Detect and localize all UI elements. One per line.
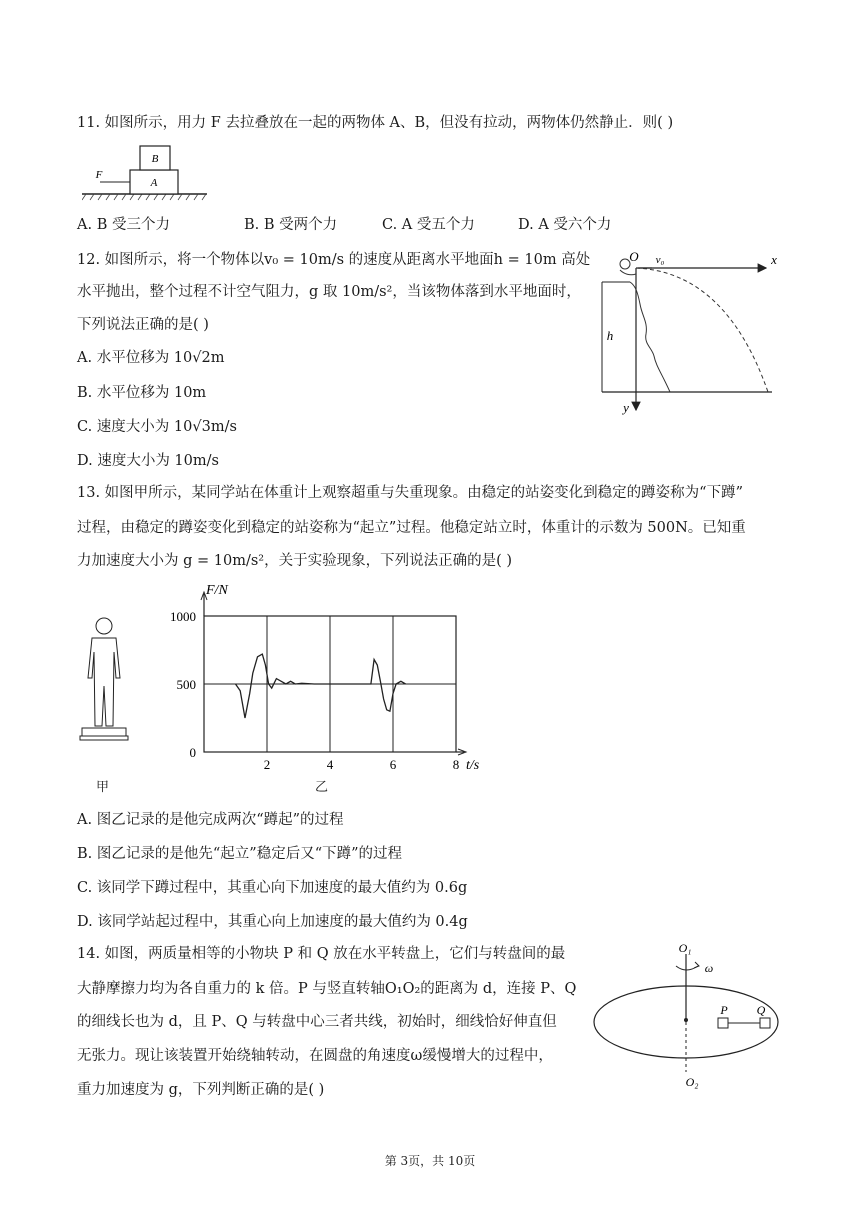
- q11-label-b: B: [151, 153, 159, 165]
- q12-line-3: 下列说法正确的是( ): [77, 317, 209, 333]
- q11-figure: [82, 142, 212, 204]
- q12-label-x: x: [771, 252, 777, 267]
- q11-option-c: C. A 受五个力: [382, 217, 475, 233]
- q13-option-c: C. 该同学下蹲过程中，其重心向下加速度的最大值约为 0.6g: [77, 880, 468, 896]
- chart-x-tick-label: 2: [263, 757, 271, 772]
- q11-option-b: B. B 受两个力: [244, 217, 338, 233]
- q11-label-a: A: [150, 177, 158, 189]
- q11-label-f: F: [95, 169, 103, 181]
- q14-line-3: 的细线长也为 d，且 P、Q 与转盘中心三者共线，初始时，细线恰好伸直但: [77, 1014, 557, 1030]
- chart-y-tick-label: 1000: [170, 609, 196, 624]
- q14-label-p: P: [720, 1003, 728, 1017]
- q13-option-b: B. 图乙记录的是他先“起立”稳定后又“下蹲”的过程: [77, 846, 403, 862]
- q13-chart: [156, 578, 496, 772]
- q12-label-h: h: [606, 328, 614, 343]
- q13-line-3: 力加速度大小为 g = 10m/s²，关于实验现象，下列说法正确的是( ): [77, 553, 513, 569]
- chart-x-tick-label: 4: [326, 757, 334, 772]
- q12-label-y: y: [623, 400, 629, 415]
- q14-label-q: Q: [756, 1003, 766, 1017]
- q14-label-o1: O₁: [678, 941, 692, 955]
- q11-option-a: A. B 受三个力: [77, 217, 170, 233]
- q14-label-o2: O₂: [685, 1075, 699, 1089]
- q13-line-1: 13. 如图甲所示，某同学站在体重计上观察超重与失重现象。由稳定的站姿变化到稳定的蹲姿称为“下蹲”: [77, 485, 743, 501]
- chart-x-tick-label: 6: [389, 757, 397, 772]
- chart-y-tick-label: 0: [189, 745, 196, 760]
- q12-figure: [596, 244, 786, 416]
- chart-xlabel: t/s: [466, 758, 480, 772]
- chart-y-tick-label: 500: [176, 677, 196, 692]
- q11-option-d: D. A 受六个力: [518, 217, 612, 233]
- q13-option-a: A. 图乙记录的是他完成两次“蹲起”的过程: [77, 812, 344, 828]
- q12-label-v0: v₀: [655, 254, 665, 266]
- q13-label-jia: 甲: [96, 780, 110, 795]
- q14-figure: [588, 940, 788, 1090]
- q14-line-2: 大静摩擦力均为各自重力的 k 倍。P 与竖直转轴O₁O₂的距离为 d，连接 P、Q: [77, 981, 577, 997]
- chart-grid: [201, 592, 466, 755]
- q13-label-yi: 乙: [315, 780, 329, 795]
- chart-series-line: [236, 654, 406, 718]
- q14-line-5: 重力加速度为 g，下列判断正确的是( ): [77, 1082, 325, 1098]
- q13-option-d: D. 该同学站起过程中，其重心向上加速度的最大值约为 0.4g: [77, 914, 468, 930]
- q14-line-4: 无张力。现让该装置开始绕轴转动，在圆盘的角速度ω缓慢增大的过程中，: [77, 1048, 553, 1064]
- q12-option-b: B. 水平位移为 10m: [77, 385, 207, 401]
- q12-line-1: 12. 如图所示，将一个物体以v₀ = 10m/s 的速度从距离水平地面h = 10m 高处: [77, 252, 591, 268]
- page-footer: 第 3页，共 10页: [384, 1154, 476, 1168]
- q13-figure-jia: [76, 614, 132, 754]
- q12-option-a: A. 水平位移为 10√2m: [77, 350, 225, 366]
- q12-label-o: O: [629, 249, 639, 264]
- q12-option-d: D. 速度大小为 10m/s: [77, 453, 219, 469]
- chart-x-tick-label: 8: [452, 757, 460, 772]
- q13-line-2: 过程，由稳定的蹲姿变化到稳定的站姿称为“起立”过程。他稳定站立时，体重计的示数为 500N。已知重: [77, 520, 746, 536]
- q14-line-1: 14. 如图，两质量相等的小物块 P 和 Q 放在水平转盘上，它们与转盘间的最: [77, 946, 566, 962]
- chart-ticks: [170, 609, 459, 772]
- chart-ylabel: F/N: [206, 583, 228, 598]
- q12-line-2: 水平抛出，整个过程不计空气阻力，g 取 10m/s²，当该物体落到水平地面时，: [77, 284, 581, 300]
- q11-stem: 11. 如图所示，用力 F 去拉叠放在一起的两物体 A、B，但没有拉动，两物体仍然静止．则( ): [77, 115, 674, 131]
- q14-label-omega: ω: [704, 961, 714, 975]
- q12-option-c: C. 速度大小为 10√3m/s: [77, 419, 237, 435]
